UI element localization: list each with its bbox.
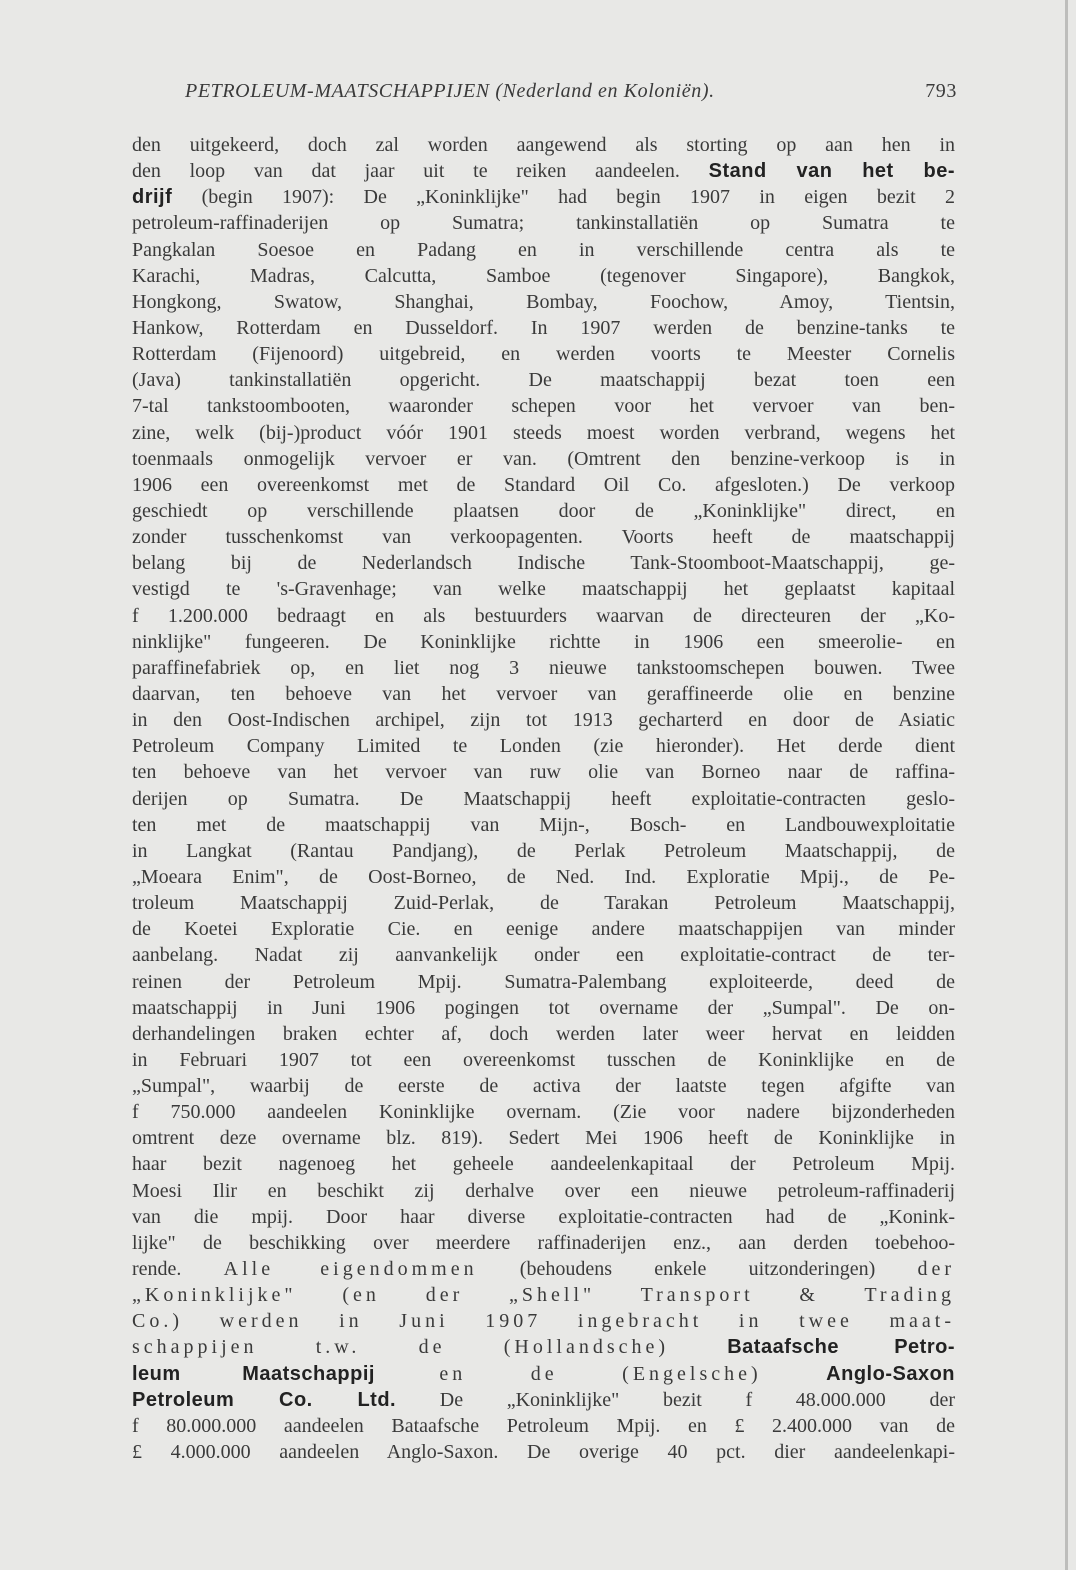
text-run: f 80.000.000 aandeelen Bataafsche Petroleum Mpij. en £ 2.400.000 van de bbox=[132, 1414, 955, 1437]
text-line bbox=[132, 655, 955, 681]
text-run: zonder tusschenkomst van verkoopagenten. Voorts heeft de maatschappij bbox=[132, 526, 955, 549]
text-line bbox=[132, 1151, 955, 1177]
text-line bbox=[132, 184, 955, 210]
text-line bbox=[132, 838, 955, 864]
text-line bbox=[132, 1387, 955, 1413]
bold-term: Bataafsche Petro- bbox=[727, 1336, 955, 1359]
text-run: in Februari 1907 tot een overeenkomst tusschen de Koninklijke en de bbox=[132, 1048, 955, 1071]
page-number: 793 bbox=[925, 80, 957, 102]
text-line bbox=[132, 916, 955, 942]
text-line bbox=[132, 969, 955, 995]
text-run: in den Oost-Indischen archipel, zijn tot 1913 gecharterd en door de Asiatic bbox=[132, 709, 955, 732]
text-run: „Koninklijke" (en der „Shell" Transport & Trading bbox=[132, 1284, 955, 1307]
text-line bbox=[132, 1413, 955, 1439]
text-run: aanbelang. Nadat zij aanvankelijk onder een exploitatie-contract de ter- bbox=[132, 944, 955, 967]
text-run: der bbox=[917, 1258, 956, 1281]
text-line bbox=[132, 393, 955, 419]
header-subtitle: (Nederland en Koloniën). bbox=[495, 80, 715, 102]
text-line bbox=[132, 498, 955, 524]
text-line bbox=[132, 603, 955, 629]
text-line bbox=[132, 942, 955, 968]
text-run: daarvan, ten behoeve van het vervoer van geraffineerde olie en benzine bbox=[132, 682, 955, 705]
text-run: (behoudens enkele uitzonderingen) bbox=[477, 1258, 918, 1281]
text-line bbox=[132, 733, 955, 759]
text-line bbox=[132, 158, 955, 184]
text-run: geschiedt op verschillende plaatsen door de „Koninklijke" direct, en bbox=[132, 499, 955, 522]
text-run: ten behoeve van het vervoer van ruw olie van Borneo naar de raffina- bbox=[132, 761, 955, 784]
text-line bbox=[132, 446, 955, 472]
text-run: Karachi, Madras, Calcutta, Samboe (tegenover Singapore), Bangkok, bbox=[132, 264, 955, 287]
text-line bbox=[132, 1334, 955, 1360]
text-line bbox=[132, 707, 955, 733]
text-line bbox=[132, 420, 955, 446]
text-run: „Sumpal", waarbij de eerste de activa der laatste tegen afgifte van bbox=[132, 1075, 955, 1098]
bold-term: drijf bbox=[132, 186, 173, 209]
bold-term: Anglo-Saxon bbox=[826, 1362, 956, 1385]
text-run: vestigd te 's-Gravenhage; van welke maatschappij het geplaatst kapitaal bbox=[132, 578, 955, 601]
text-run: den uitgekeerd, doch zal worden aangewend als storting op aan hen in bbox=[132, 134, 955, 156]
text-run: van die mpij. Door haar diverse exploitatie-contracten had de „Konink- bbox=[132, 1205, 955, 1228]
text-line bbox=[132, 524, 955, 550]
text-run: lijke" de beschikking over meerdere raffinaderijen enz., aan derden toebehoo- bbox=[132, 1231, 955, 1254]
text-run: ten met de maatschappij van Mijn-, Bosch- en Landbouwexploitatie bbox=[132, 813, 955, 836]
text-line bbox=[132, 263, 955, 289]
text-line bbox=[132, 472, 955, 498]
text-run: 7-tal tankstoombooten, waaronder schepen voor het vervoer van ben- bbox=[132, 395, 955, 418]
bold-term: Stand van het be- bbox=[708, 160, 955, 183]
text-line bbox=[132, 812, 955, 838]
text-line bbox=[132, 289, 955, 315]
text-line bbox=[132, 1125, 955, 1151]
text-line bbox=[132, 367, 955, 393]
text-run: toenmaals onmogelijk vervoer er van. (Omtrent den benzine-verkoop is in bbox=[132, 447, 955, 470]
text-run: den loop van dat jaar uit te reiken aandeelen. bbox=[132, 160, 709, 183]
text-run: Pangkalan Soesoe en Padang en in verschillende centra als te bbox=[132, 238, 955, 261]
text-run: (Java) tankinstallatiën opgericht. De maatschappij bezat toen een bbox=[132, 369, 955, 392]
text-run: De „Koninklijke" bezit f 48.000.000 der bbox=[396, 1388, 955, 1411]
text-run: derijen op Sumatra. De Maatschappij heeft exploitatie-contracten geslo- bbox=[132, 787, 955, 810]
text-run: Hankow, Rotterdam en Dusseldorf. In 1907 werden de benzine-tanks te bbox=[132, 316, 955, 339]
header-title: PETROLEUM-MAATSCHAPPIJEN bbox=[185, 80, 490, 102]
text-run: zine, welk (bij-)product vóór 1901 steeds moest worden verbrand, wegens het bbox=[132, 421, 955, 444]
bold-term: Petroleum Co. Ltd. bbox=[132, 1388, 397, 1411]
text-run: rende. bbox=[132, 1258, 224, 1281]
text-line bbox=[132, 1439, 955, 1465]
text-line bbox=[132, 132, 955, 158]
text-line bbox=[132, 1021, 955, 1047]
text-line bbox=[132, 1230, 955, 1256]
text-line bbox=[132, 1282, 955, 1308]
text-line bbox=[132, 786, 955, 812]
text-run: f 750.000 aandeelen Koninklijke overnam. (Zie voor nadere bijzonderheden bbox=[132, 1101, 955, 1124]
running-header bbox=[185, 80, 957, 103]
text-line bbox=[132, 210, 955, 236]
text-line bbox=[132, 995, 955, 1021]
bold-term: leum Maatschappij bbox=[132, 1362, 375, 1385]
text-run: en de (Engelsche) bbox=[374, 1362, 827, 1385]
text-run: ninklijke" fungeeren. De Koninklijke richtte in 1906 een smeerolie- en bbox=[132, 630, 955, 653]
text-line bbox=[132, 864, 955, 890]
text-line bbox=[132, 315, 955, 341]
text-line bbox=[132, 1308, 955, 1334]
text-run: 1906 een overeenkomst met de Standard Oil Co. afgesloten.) De verkoop bbox=[132, 473, 955, 496]
text-run: „Moeara Enim", de Oost-Borneo, de Ned. Ind. Exploratie Mpij., de Pe- bbox=[132, 865, 955, 888]
text-run: Moesi Ilir en beschikt zij derhalve over een nieuwe petroleum-raffinaderij bbox=[132, 1179, 955, 1202]
text-line bbox=[132, 759, 955, 785]
text-run: paraffinefabriek op, en liet nog 3 nieuwe tankstoomschepen bouwen. Twee bbox=[132, 656, 955, 679]
text-run: troleum Maatschappij Zuid-Perlak, de Tarakan Petroleum Maatschappij, bbox=[132, 892, 955, 915]
text-line bbox=[132, 1099, 955, 1125]
text-run: derhandelingen braken echter af, doch werden later weer hervat en leidden bbox=[132, 1022, 955, 1045]
text-line bbox=[132, 550, 955, 576]
text-line bbox=[132, 1256, 955, 1282]
text-run: haar bezit nagenoeg het geheele aandeelenkapitaal der Petroleum Mpij. bbox=[132, 1153, 955, 1176]
text-run: reinen der Petroleum Mpij. Sumatra-Palembang exploiteerde, deed de bbox=[132, 970, 955, 993]
text-line bbox=[132, 1178, 955, 1204]
text-line bbox=[132, 681, 955, 707]
text-line bbox=[132, 237, 955, 263]
text-run: Petroleum Company Limited te Londen (zie hieronder). Het derde dient bbox=[132, 735, 955, 758]
text-line bbox=[132, 890, 955, 916]
text-run: in Langkat (Rantau Pandjang), de Perlak Petroleum Maatschappij, de bbox=[132, 839, 955, 862]
text-run: Alle eigendommen bbox=[223, 1258, 478, 1281]
body-text bbox=[132, 132, 955, 1465]
text-line bbox=[132, 341, 955, 367]
text-run: maatschappij in Juni 1906 pogingen tot overname der „Sumpal". De on- bbox=[132, 996, 955, 1019]
text-line bbox=[132, 1073, 955, 1099]
text-run: petroleum-raffinaderijen op Sumatra; tankinstallatiën op Sumatra te bbox=[132, 212, 955, 235]
text-run: f 1.200.000 bedraagt en als bestuurders waarvan de directeuren der „Ko- bbox=[132, 604, 955, 627]
text-line bbox=[132, 576, 955, 602]
text-line bbox=[132, 1361, 955, 1387]
text-line bbox=[132, 1204, 955, 1230]
page-edge bbox=[1065, 0, 1068, 1570]
text-run: belang bij de Nederlandsch Indische Tank-Stoomboot-Maatschappij, ge- bbox=[132, 552, 955, 575]
text-run: omtrent deze overname blz. 819). Sedert Mei 1906 heeft de Koninklijke in bbox=[132, 1127, 955, 1150]
text-run: £ 4.000.000 aandeelen Anglo-Saxon. De overige 40 pct. dier aandeelenkapi- bbox=[132, 1441, 955, 1464]
text-run: Hongkong, Swatow, Shanghai, Bombay, Foochow, Amoy, Tientsin, bbox=[132, 290, 955, 313]
text-run: de Koetei Exploratie Cie. en eenige andere maatschappijen van minder bbox=[132, 918, 955, 941]
text-run: schappijen t.w. de (Hollandsche) bbox=[132, 1336, 728, 1359]
text-run: Co.) werden in Juni 1907 ingebracht in twee maat- bbox=[132, 1310, 955, 1333]
text-line bbox=[132, 1047, 955, 1073]
text-line bbox=[132, 629, 955, 655]
text-run: Rotterdam (Fijenoord) uitgebreid, en werden voorts te Meester Cornelis bbox=[132, 343, 955, 366]
text-run: (begin 1907): De „Koninklijke" had begin 1907 in eigen bezit 2 bbox=[172, 186, 955, 209]
